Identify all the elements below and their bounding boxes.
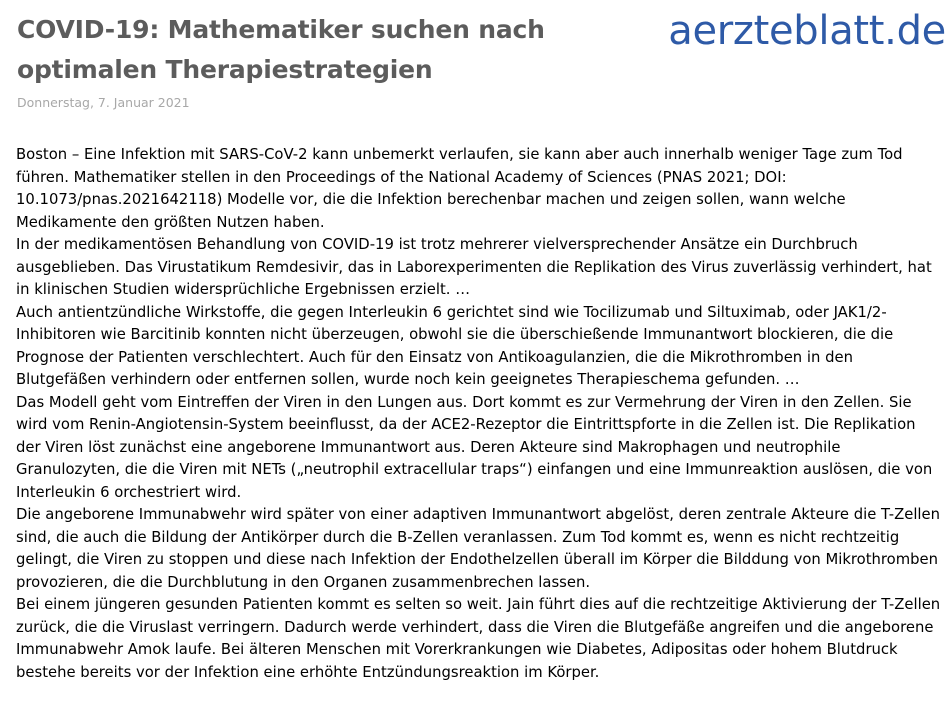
- paragraph: Boston – Eine Infektion mit SARS-CoV-2 kann unbemerkt verlaufen, sie kann aber auch innerhalb weniger Tage zum Tod führen. Mathematiker stellen in den Proceedings of the National Academy of Sciences (PNAS 2021; DOI: 10.1073/pnas.2021642118) Modelle vor, die die Infektion berechenbar machen und zeigen sollen, wann welche Medikamente den größten Nutzen haben.: [16, 146, 903, 231]
- paragraph: In der medikamentösen Behandlung von COVID-19 ist trotz mehrerer vielversprechender Ansätze ein Durchbruch ausgeblieben. Das Virustatikum Remdesivir, das in Laborexperimenten die Replikation des Virus zuverlässig verhindert, hat in klinischen Studien widersprüchliche Ergebnissen erzielt. …: [16, 236, 932, 298]
- article-date: Donnerstag, 7. Januar 2021: [17, 95, 190, 110]
- article-header: [17, 10, 587, 111]
- article-body: [16, 144, 944, 684]
- article-title: COVID-19: Mathematiker suchen nach optimalen Therapiestrategien: [17, 15, 545, 84]
- paragraph: Die angeborene Immunabwehr wird später von einer adaptiven Immunantwort abgelöst, deren zentrale Akteure die T-Zellen sind, die auch die Bildung der Antikörper durch die B-Zellen veranlassen. Zum Tod kommt es, wenn es nicht rechtzeitig gelingt, die Viren zu stoppen und diese nach Infektion der Endothelzellen überall im Körper die Bilddung von Mikrothromben provozieren, die die Durchblutung in den Organen zusammenbrechen lassen.: [16, 506, 941, 591]
- paragraph: Auch antientzündliche Wirkstoffe, die gegen Interleukin 6 gerichtet sind wie Tocilizumab und Siltuximab, oder JAK1/2-Inhibitoren wie Barcitinib konnten nicht überzeugen, obwohl sie die überschießende Immunantwort blockieren, die die Prognose der Patienten verschlechtert. Auch für den Einsatz von Antikoagulanzien, die die Mikrothromben in den Blutgefäßen verhindern oder entfernen sollen, wurde noch kein geeignetes Therapieschema gefunden. …: [16, 303, 894, 388]
- brand-logo: aerzteblatt.de: [668, 8, 946, 54]
- paragraph: Das Modell geht vom Eintreffen der Viren in den Lungen aus. Dort kommt es zur Vermehrung der Viren in den Zellen. Sie wird vom Renin-Angiotensin-System beeinflusst, da der ACE2-Rezeptor die Eintrittspforte in die Zellen ist. Die Replikation der Viren löst zunächst eine angeborene Immunantwort aus. Deren Akteure sind Makrophagen und neutrophile Granulozyten, die die Viren mit NETs („neutrophil extracellular traps“) einfangen und eine Immunreaktion auslösen, die von Interleukin 6 orchestriert wird.: [16, 393, 933, 501]
- paragraph: Bei einem jüngeren gesunden Patienten kommt es selten so weit. Jain führt dies auf die rechtzeitige Aktivierung der T-Zellen zurück, die die Viruslast verringern. Dadurch werde verhindert, dass die Viren die Blutgefäße angreifen und die angeborene Immunabwehr Amok laufe. Bei älteren Menschen mit Vorerkrankungen wie Diabetes, Adipositas oder hohem Blutdruck bestehe bereits vor der Infektion eine erhöhte Entzündungsreaktion im Körper.: [16, 596, 941, 681]
